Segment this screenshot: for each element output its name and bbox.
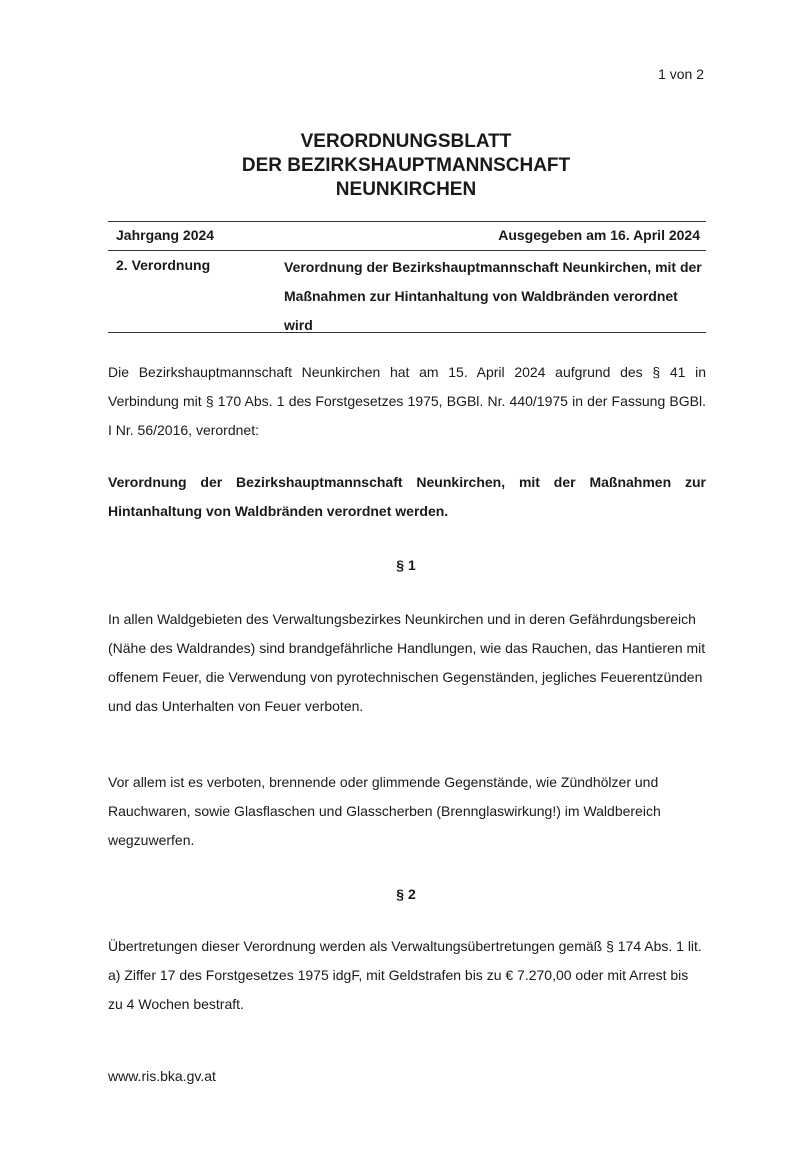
middle-rule [108, 250, 706, 251]
jahrgang: Jahrgang 2024 [116, 227, 215, 243]
title-line-1: VERORDNUNGSBLATT [300, 131, 512, 152]
footer-url[interactable]: www.ris.bka.gv.at [108, 1068, 216, 1084]
section-2-label: § 2 [396, 886, 416, 902]
top-rule [108, 221, 706, 222]
ausgegeben-date: Ausgegeben am 16. April 2024 [498, 227, 700, 243]
section-2-paragraph-1: Übertretungen dieser Verordnung werden als Verwaltungsübertretungen gemäß § 174 Abs. 1 lit. a) Ziffer 17 des Forstgesetzes 1975 idgF, mit Geldstrafen bis zu € 7.270,00 oder mit Arrest bis zu 4 Wochen bestraft. [108, 938, 702, 1012]
section-1-paragraph-1: In allen Waldgebieten des Verwaltungsbezirkes Neunkirchen und in deren Gefährdungsbereich (Nähe des Waldrandes) sind brandgefährliche Handlungen, wie das Rauchen, das Hantieren mit offenem Feuer, die Verwendung von pyrotechnischen Gegenständen, jegliches Feuerentzünden und das Unterhalten von Feuer verboten. [108, 611, 706, 714]
title-line-2: DER BEZIRKSHAUPTMANNSCHAFT [241, 155, 571, 176]
regulation-heading: Verordnung der Bezirkshauptmannschaft Neunkirchen, mit der Maßnahmen zur Hintanhaltung von Waldbränden verordnet werden. [108, 474, 706, 519]
section-1-label: § 1 [396, 557, 416, 573]
section-1-paragraph-2: Vor allem ist es verboten, brennende oder glimmende Gegenstände, wie Zündhölzer und Rauchwaren, sowie Glasflaschen und Glasscherben (Brennglaswirkung!) im Waldbereich wegzuwerfen. [108, 774, 661, 848]
verordnung-number: 2. Verordnung [116, 257, 211, 273]
intro-paragraph: Die Bezirkshauptmannschaft Neunkirchen hat am 15. April 2024 aufgrund des § 41 in Verbindung mit § 170 Abs. 1 des Forstgesetzes 1975, BGBl. Nr. 440/1975 in der Fassung BGBl. I Nr. 56/2016, verordnet: [108, 364, 706, 438]
verordnung-title: Verordnung der Bezirkshauptmannschaft Neunkirchen, mit der Maßnahmen zur Hintanhaltung von Waldbränden verordnet wird [284, 259, 702, 333]
title-line-3: NEUNKIRCHEN [335, 179, 477, 200]
page-number: 1 von 2 [658, 66, 704, 82]
document-title [0, 130, 812, 202]
bottom-rule [108, 332, 706, 333]
